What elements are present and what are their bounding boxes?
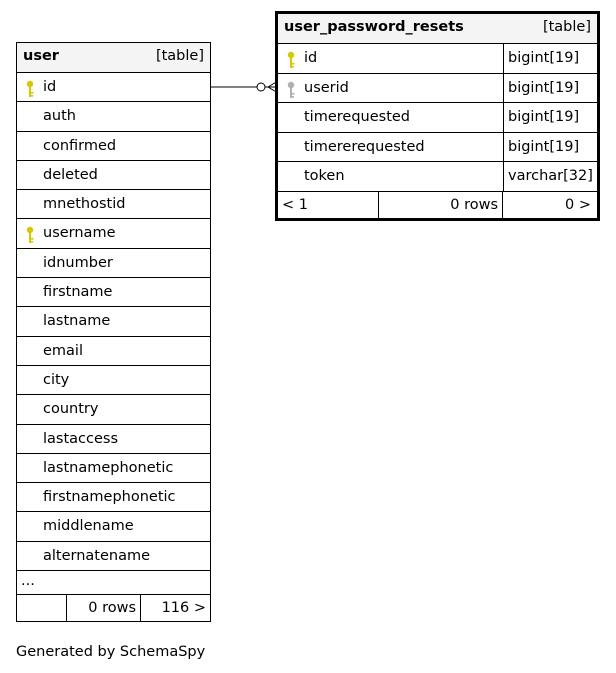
- resets-footer-rows: 0 rows: [379, 192, 503, 218]
- primary-key-icon: [286, 51, 296, 69]
- column-name: lastaccess: [43, 430, 119, 447]
- column-row-userid[interactable]: [278, 74, 597, 104]
- column-name: id: [43, 79, 57, 95]
- column-row-lastname[interactable]: [17, 307, 210, 336]
- resets-table-header[interactable]: [278, 14, 597, 44]
- column-row-token[interactable]: [278, 162, 597, 192]
- column-row-mnethostid[interactable]: [17, 190, 210, 219]
- resets-footer-children[interactable]: 0 >: [565, 196, 591, 213]
- column-row-middlename[interactable]: [17, 512, 210, 541]
- user-table-ellipsis-row: [17, 571, 210, 595]
- column-name: middlename: [43, 518, 134, 535]
- user-footer-related[interactable]: 116 >: [161, 600, 206, 617]
- column-type: bigint[19]: [503, 74, 597, 103]
- column-name: username: [43, 225, 116, 242]
- column-row-id[interactable]: [278, 44, 597, 74]
- more-columns-ellipsis: ...: [21, 573, 35, 590]
- column-row-email[interactable]: [17, 337, 210, 366]
- column-row-firstnamephonetic[interactable]: [17, 483, 210, 512]
- column-row-lastaccess[interactable]: [17, 425, 210, 454]
- resets-table-name: user_password_resets: [284, 19, 464, 35]
- column-name: alternatename: [43, 547, 151, 564]
- foreign-key-icon: [286, 81, 296, 99]
- column-row-auth[interactable]: [17, 102, 210, 131]
- column-name: firstname: [43, 284, 113, 301]
- resets-table-kind: [table]: [542, 19, 591, 35]
- user-table-kind: [table]: [155, 48, 204, 64]
- column-type: varchar[32]: [503, 162, 597, 191]
- user-table-header[interactable]: [17, 43, 210, 73]
- column-name: id: [304, 50, 318, 66]
- column-name: timerequested: [304, 109, 411, 125]
- column-name: lastname: [43, 313, 111, 330]
- column-row-timerequested[interactable]: [278, 103, 597, 133]
- column-name: timererequested: [304, 138, 425, 155]
- column-row-alternatename[interactable]: [17, 542, 210, 571]
- user-password-resets-table[interactable]: [275, 11, 600, 221]
- column-type: bigint[19]: [503, 44, 597, 73]
- resets-footer-parents[interactable]: < 1: [278, 192, 379, 218]
- column-name: mnethostid: [43, 196, 126, 213]
- column-type: bigint[19]: [503, 133, 597, 162]
- user-footer-rows: 0 rows: [67, 595, 141, 621]
- primary-key-icon: [25, 80, 35, 98]
- column-name: token: [304, 168, 345, 184]
- user-table-name: user: [23, 48, 59, 64]
- column-name: city: [43, 371, 70, 388]
- generated-by-footer: Generated by SchemaSpy: [16, 644, 206, 660]
- column-name: lastnamephonetic: [43, 459, 174, 476]
- column-row-idnumber[interactable]: [17, 249, 210, 278]
- column-row-city[interactable]: [17, 366, 210, 395]
- column-name: email: [43, 342, 83, 359]
- column-type: bigint[19]: [503, 103, 597, 132]
- user-table[interactable]: [16, 42, 211, 622]
- user-footer-left: [17, 595, 67, 621]
- column-row-username[interactable]: [17, 219, 210, 248]
- column-row-timererequested[interactable]: [278, 133, 597, 163]
- column-name: country: [43, 401, 99, 418]
- column-name: auth: [43, 108, 76, 125]
- column-row-id[interactable]: [17, 73, 210, 102]
- primary-key-icon: [25, 226, 35, 244]
- zero-many-circle: [257, 83, 265, 91]
- resets-table-footer: [278, 192, 597, 218]
- column-row-confirmed[interactable]: [17, 132, 210, 161]
- column-name: idnumber: [43, 254, 113, 271]
- column-name: confirmed: [43, 137, 117, 154]
- column-row-country[interactable]: [17, 395, 210, 424]
- column-name: deleted: [43, 166, 98, 183]
- user-table-footer: [17, 595, 210, 621]
- column-row-lastnamephonetic[interactable]: [17, 454, 210, 483]
- column-row-deleted[interactable]: [17, 161, 210, 190]
- column-name: firstnamephonetic: [43, 489, 176, 506]
- column-row-firstname[interactable]: [17, 278, 210, 307]
- column-name: userid: [304, 79, 349, 96]
